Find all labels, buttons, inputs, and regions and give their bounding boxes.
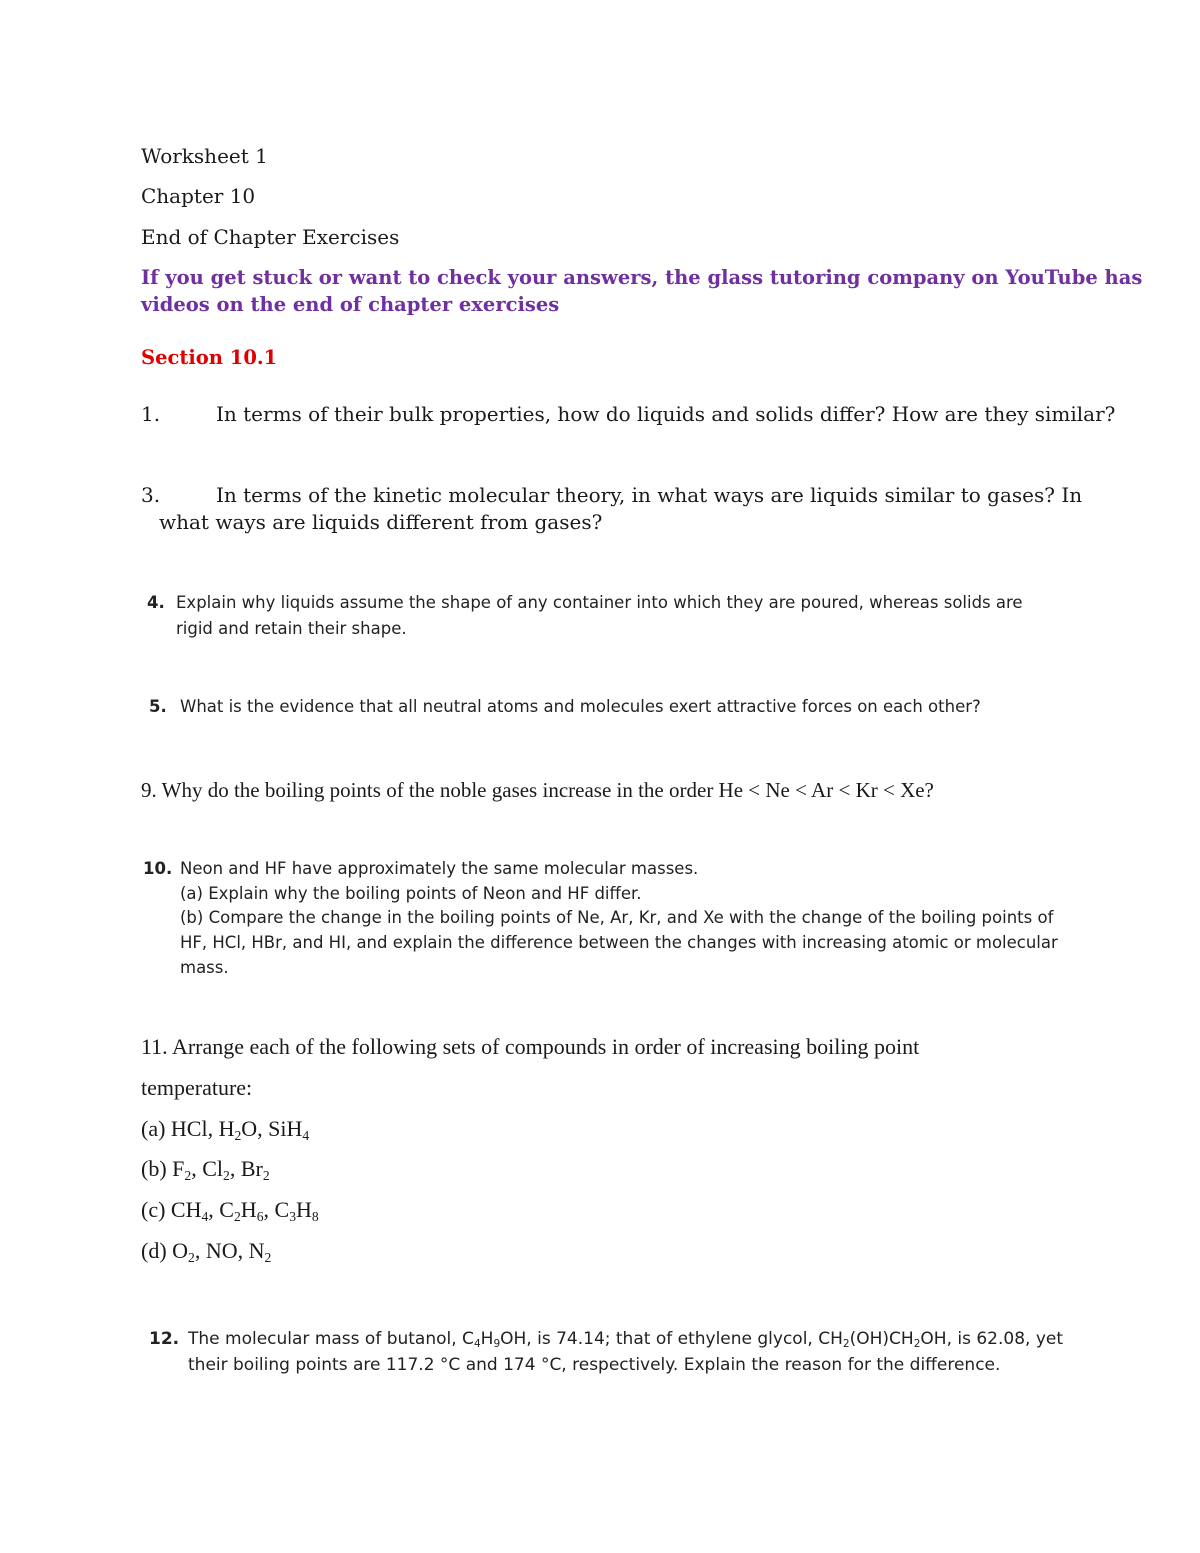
q3-number: 3. <box>141 483 161 507</box>
q4-number: 4. <box>147 593 165 612</box>
q10-number: 10. <box>143 859 173 878</box>
q10-line-4: HF, HCl, HBr, and HI, and explain the difference between the changes with increasing atomic or molecular <box>180 933 1058 952</box>
q12-line-2: their boiling points are 117.2 °C and 174 °C, respectively. Explain the reason for the difference. <box>188 1355 1001 1375</box>
q11-option-a: (a) HCl, $H_2O$, SiH$_4$ <box>141 1116 310 1143</box>
q1-number: 1. <box>141 402 161 426</box>
q5-text: What is the evidence that all neutral atoms and molecules exert attractive forces on each other? <box>180 697 981 716</box>
note-line-1: If you get stuck or want to check your answers, the glass tutoring company on YouTube has <box>141 266 1143 289</box>
q12-line-1: The molecular mass of butanol, $C_4H_9OH$, is 74.14; that of ethylene glycol, $CH_2(OH)CH_2OH$, is 62.08, yet <box>188 1329 1064 1350</box>
q11-line-2: temperature: <box>141 1075 253 1100</box>
q5-number: 5. <box>149 697 167 716</box>
q4-line-2: rigid and retain their shape. <box>176 619 407 638</box>
q3-line-2: what ways are liquids different from gases? <box>159 510 603 534</box>
q11-option-c: (c) $CH_4$, $C_2H_6$, $C_3H_8$ <box>141 1197 319 1224</box>
q9-text: 9. Why do the boiling points of the noble gases increase in the order He < Ne < Ar < Kr < Xe? <box>141 778 934 802</box>
q11-option-d: (d) $O_2$, NO, $N_2$ <box>141 1238 272 1265</box>
q11-option-b: (b) $F_2$, $Cl_2$, $Br_2$ <box>141 1156 270 1183</box>
section-heading: Section 10.1 <box>141 346 278 369</box>
exercises-title: End of Chapter Exercises <box>141 225 400 249</box>
worksheet-title: Worksheet 1 <box>141 144 268 168</box>
q12-number: 12. <box>149 1329 180 1349</box>
q10-line-1: Neon and HF have approximately the same molecular masses. <box>180 859 699 878</box>
q4-line-1: Explain why liquids assume the shape of any container into which they are poured, whereas solids are <box>176 593 1023 612</box>
q11-line-1: 11. Arrange each of the following sets of compounds in order of increasing boiling point <box>141 1034 920 1059</box>
chapter-title: Chapter 10 <box>141 184 256 208</box>
q3-line-1: In terms of the kinetic molecular theory, in what ways are liquids similar to gases? In <box>216 483 1083 507</box>
q10-line-2: (a) Explain why the boiling points of Neon and HF differ. <box>180 884 642 903</box>
q10-line-3: (b) Compare the change in the boiling points of Ne, Ar, Kr, and Xe with the change of the boiling points of <box>180 908 1054 927</box>
note-line-2: videos on the end of chapter exercises <box>141 293 560 316</box>
q1-text: In terms of their bulk properties, how do liquids and solids differ? How are they similar? <box>216 402 1116 426</box>
q10-line-5: mass. <box>180 958 229 977</box>
